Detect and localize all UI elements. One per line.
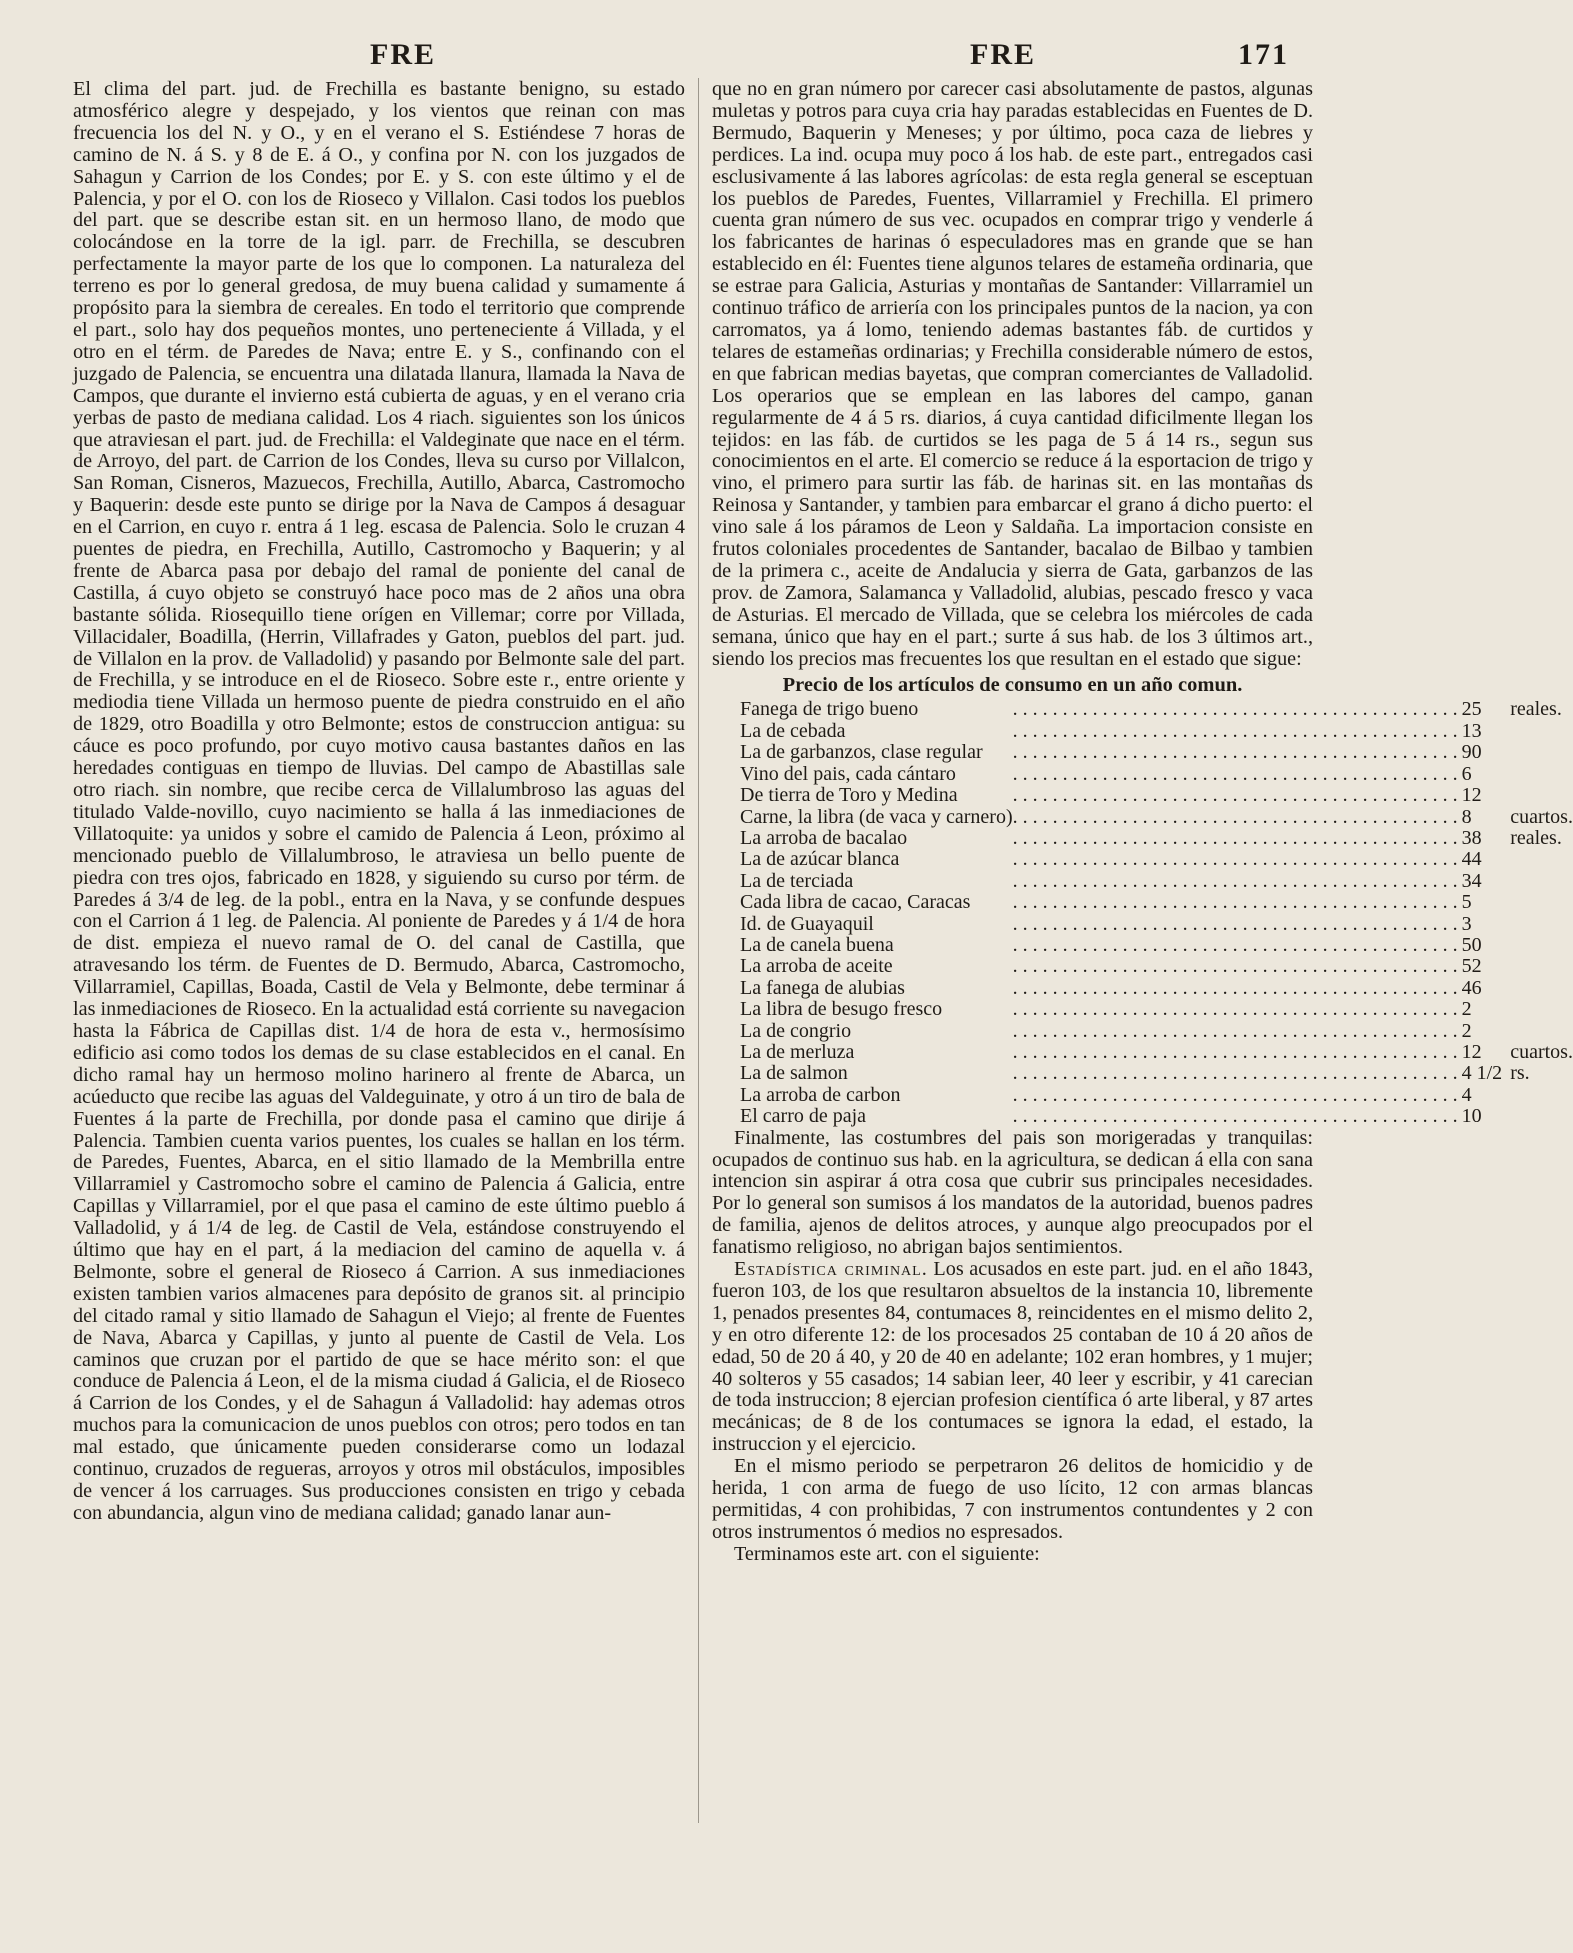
- price-item: La arroba de bacalao: [740, 826, 908, 849]
- statistics-text: Los acusados en este part. jud. en el año 1843, fueron 103, de los que resultaron absueltos de la instancia 10, libremente 1, penados presentes 84, contumaces 8, reincidentes en el mismo delito 2, y en otro diferente 12: de los procesados 25 contaban de 10 á 20 años de edad, 50 de 20 á 40, y 20 de 40 en adelante; 102 eran hombres, y 1 mujer; 40 solteros y 55 casados; 14 sabian leer, 40 leer y escribir, y 41 carecian de toda instruccion; 8 ejercian profesion científica ó arte liberal, y 87 artes mecánicas; de 8 de los contumaces se ignora la edad, el estado, la instruccion y el ejercicio.: [712, 1258, 1314, 1456]
- price-value: 10: [1461, 1105, 1482, 1128]
- price-item: La de terciada: [740, 869, 854, 892]
- leader-dots: [1013, 1063, 1458, 1084]
- price-value: 46: [1461, 976, 1482, 999]
- price-value: 5: [1461, 891, 1472, 914]
- price-value: 2: [1461, 1019, 1472, 1042]
- leader-dots: [1013, 871, 1458, 892]
- running-head-left: FRE: [370, 38, 436, 71]
- price-row: [712, 742, 1573, 763]
- price-value: 52: [1461, 955, 1482, 978]
- price-item: Fanega de trigo bueno: [740, 698, 919, 721]
- price-item: La de azúcar blanca: [740, 848, 900, 871]
- price-unit: [1502, 721, 1573, 742]
- running-head-right: FRE: [970, 38, 1036, 71]
- leader-dots: [1013, 699, 1458, 720]
- statistics-paragraph: [712, 1259, 1313, 1456]
- price-value: 3: [1461, 912, 1472, 935]
- price-row: [712, 849, 1573, 870]
- leader-dots: [1013, 1042, 1458, 1063]
- price-unit: [1502, 849, 1573, 870]
- closing-line: Terminamos este art. con el siguiente:: [734, 1542, 1040, 1565]
- price-unit: [1502, 1085, 1573, 1106]
- price-row: [712, 699, 1573, 720]
- price-row: [712, 871, 1573, 892]
- price-unit: [1502, 742, 1573, 763]
- price-item: De tierra de Toro y Medina: [740, 784, 958, 807]
- price-row: [712, 1063, 1573, 1084]
- price-row: [712, 1085, 1573, 1106]
- price-unit: [1502, 978, 1573, 999]
- left-column: [73, 79, 685, 1525]
- leader-dots: [1013, 785, 1458, 806]
- leader-dots: [1013, 956, 1458, 977]
- price-value: 44: [1461, 848, 1482, 871]
- column-divider: [698, 78, 699, 1823]
- price-item: La de merluza: [740, 1040, 855, 1063]
- price-row: [712, 978, 1573, 999]
- price-value: 38: [1461, 826, 1482, 849]
- price-row: [712, 892, 1573, 913]
- price-unit: [1502, 935, 1573, 956]
- price-value: 4 1/2: [1461, 1062, 1503, 1085]
- body-paragraph: El clima del part. jud. de Frechilla es bastante benigno, su estado atmosférico alegre y despejado, y los vientos que reinan con mas frecuencia los del N. y O., y en el verano el S. Estiéndese 7 horas de camino de N. á S. y 8 de E. á O., y confina por N. con los juzgados de Sahagun y Carrion de los Condes; por E. y S. con este último y el de Palencia, y por el O. con los de Rioseco y Villalon. Casi todos los pueblos del part. que se describe estan sit. en un hermoso llano, de modo que colocándose en la torre de la igl. parr. de Frechilla, se descubren perfectamente la mayor parte de los que lo componen. La naturaleza del terreno es por lo general gredosa, de muy buena calidad y sumamente á propósito para la siembra de cereales. En todo el territorio que comprende el part., solo hay dos pequeños montes, uno perteneciente á Villada, y el otro en el térm. de Paredes de Nava; entre E. y S., confinando con el juzgado de Palencia, se encuentra una dilatada llanura, llamada la Nava de Campos, que durante el invierno está cubierta de aguas, y en el verano cria yerbas de pasto de mediana calidad. Los 4 riach. siguientes son los únicos que atraviesan el part. jud. de Frechilla: el Valdeginate que nace en el térm. de Arroyo, del part. de Carrion de los Condes, lleva su curso por Villalcon, San Roman, Cisneros, Mazuecos, Frechilla, Autillo, Abarca, Castromocho y Baquerin: desde este punto se dirige por la Nava de Campos á desaguar en el Carrion, en cuyo r. entra á 1 leg. escasa de Palencia. Solo le cruzan 4 puentes de piedra, en Frechilla, Autillo, Castromocho y Baquerin; y al frente de Abarca pasa por debajo del ramal de poniente del canal de Castilla, á cuyo objeto se construyó hace poco mas de 2 años una obra bastante sólida. Riosequillo tiene orígen en Villemar; corre por Villada, Villacidaler, Boadilla, (Herrin, Villafrades y Gaton, pueblos del part. jud. de Villalon en la prov. de Valladolid) y pasando por Belmonte sale del part. de Frechilla, y se introduce en el de Rioseco. Sobre este r., entre oriente y mediodia tiene Villada un hermoso puente de piedra construido en el año de 1829, otro Boadilla y otro Belmonte; estos de construccion antigua: su cáuce es poco profundo, por cuyo motivo causa bastantes daños en las heredades contiguas en tiempo de lluvias. Del campo de Abastillas sale otro riach. sin nombre, que recibe cerca de Villalumbroso las aguas del titulado Valde-novillo, cuyo nacimiento se halla á las inmediaciones de Villatoquite: ya unidos y sobre el camido de Palencia á Leon, próximo al mencionado pueblo de Villalumbroso, le atraviesa un bello puente de piedra con tres ojos, fabricado en 1828, y siguiendo su curso por térm. de Paredes á 3/4 de leg. de la pobl., entra en la Nava, y se confunde despues con el Carrion á 1 leg. de Palencia. Al poniente de Paredes y á 1/4 de hora de dist. empieza el nuevo ramal de O. del canal de Castilla, que atravesando los térm. de Fuentes de D. Bermudo, Abarca, Castromocho, Villarramiel, Capillas, Boada, Castil de Vela y Belmonte, debe terminar á las inmediaciones de Rioseco. En la actualidad está corriente su navegacion hasta la Fábrica de Capillas dist. 1/4 de hora de esta v., hermosísimo edificio asi como todos los demas de su clase establecidos en el canal. En dicho ramal hay un hermoso molino harinero al frente de Abarca, un acúeducto que recibe las aguas del Valdeguinate, y otro á un tiro de bala de Fuentes á la parte de Frechilla, por donde pasa el camino que dirije á Palencia. Tambien cuenta varios puentes, los cuales se hallan en los térm. de Paredes, Fuentes, Abarca, en el sitio llamado de la Membrilla entre Villarramiel y Castromocho sobre el camino de Palencia á Galicia, entre Capillas y Villarramiel, por el que pasa el camino de este último pueblo á Valladolid, y á 1/4 de leg. de Castil de Vela, estándose construyendo el último que hay en el part, á la mediacion del camino de aquella v. á Belmonte, sobre el general de Rioseco á Carrion. A sus inmediaciones existen tambien varios almacenes para depósito de granos sit. al principio del citado ramal y sitio llamado de Sahagun el Viejo; al frente de Fuentes de Nava, Abarca y Capillas, y junto al puente de Castil de Vela. Los caminos que cruzan por el partido de que se hace mérito son: el que conduce de Palencia á Leon, el de la misma ciudad á Galicia, el de Rioseco á Carrion de los Condes, y el de Sahagun á Valladolid: hay ademas otros muchos para la comunicacion de unos pueblos con otros; pero todos en tan mal estado, que únicamente pueden considerarse como un lodazal continuo, cruzados de regueras, arroyos y otros mil obstáculos, imposibles de vencer á los carruages. Sus producciones consisten en trigo y cebada con abundancia, algun vino de mediana calidad; ganado lanar aun-: [73, 78, 685, 1524]
- leader-dots: [1013, 721, 1458, 742]
- leader-dots: [1013, 892, 1458, 913]
- leader-dots: [1013, 1021, 1458, 1042]
- price-unit: [1502, 764, 1573, 785]
- price-unit: [1502, 785, 1573, 806]
- right-column: [712, 78, 1573, 1566]
- price-item: La libra de besugo fresco: [740, 998, 943, 1021]
- price-value: 34: [1461, 869, 1482, 892]
- page-header: [0, 38, 1413, 78]
- price-item: La de congrio: [740, 1019, 852, 1042]
- leader-dots: [1013, 1085, 1458, 1106]
- price-value: 6: [1461, 762, 1472, 785]
- price-item: La arroba de aceite: [740, 955, 893, 978]
- leader-dots: [1013, 978, 1458, 999]
- price-row: [712, 1106, 1573, 1127]
- price-row: [712, 1021, 1573, 1042]
- price-item: La de garbanzos, clase regular: [740, 741, 983, 764]
- price-value: 8: [1461, 805, 1472, 828]
- price-unit: [1502, 914, 1573, 935]
- price-item: Cada libra de cacao, Caracas: [740, 891, 971, 914]
- price-value: 90: [1461, 741, 1482, 764]
- price-unit: [1502, 892, 1573, 913]
- price-unit: [1502, 1021, 1573, 1042]
- price-row: [712, 914, 1573, 935]
- price-unit: cuartos.: [1510, 805, 1573, 828]
- leader-dots: [1013, 742, 1458, 763]
- price-value: 4: [1461, 1083, 1472, 1106]
- price-unit: rs.: [1510, 1062, 1530, 1085]
- page-number: 171: [1238, 38, 1289, 71]
- price-value: 12: [1461, 1040, 1482, 1063]
- leader-dots: [1013, 828, 1458, 849]
- price-item: La fanega de alubias: [740, 976, 905, 999]
- price-unit: [1502, 871, 1573, 892]
- price-row: [712, 956, 1573, 977]
- price-unit: cuartos.: [1510, 1040, 1573, 1063]
- leader-dots: [1013, 849, 1458, 870]
- price-row: [712, 807, 1573, 828]
- customs-paragraph: Finalmente, las costumbres del pais son morigeradas y tranquilas: ocupados de continuo sus hab. en la agricultura, se dedican á ella con sana intencion sin aspirar á otra cosa que cubrir sus principales necesidades. Por lo general son sumisos á los mandatos de la autoridad, buenos padres de familia, ajenos de delitos atroces, y aunque algo preocupados por el fanatismo religioso, no abrigan bajos sentimientos.: [712, 1126, 1313, 1259]
- leader-dots: [1013, 935, 1458, 956]
- price-unit: reales.: [1510, 826, 1562, 849]
- price-value: 2: [1461, 998, 1472, 1021]
- price-value: 25: [1461, 698, 1482, 721]
- leader-dots: [1013, 807, 1458, 828]
- price-row: [712, 1042, 1573, 1063]
- price-unit: [1502, 999, 1573, 1020]
- leader-dots: [1013, 764, 1458, 785]
- price-row: [712, 721, 1573, 742]
- price-table-title: Precio de los artículos de consumo en un año comun.: [782, 674, 1243, 697]
- leader-dots: [1013, 1106, 1458, 1127]
- leader-dots: [1013, 999, 1458, 1020]
- price-value: 12: [1461, 784, 1482, 807]
- price-item: La de salmon: [740, 1062, 848, 1085]
- price-unit: [1502, 956, 1573, 977]
- price-value: 13: [1461, 719, 1482, 742]
- crimes-paragraph: En el mismo periodo se perpetraron 26 delitos de homicidio y de herida, 1 con arma de fuego de uso lícito, 12 con armas blancas permitidas, 4 con prohibidas, 7 con instrumentos contundentes y 2 con otros instrumentos ó medios no espresados.: [712, 1455, 1313, 1543]
- price-item: Carne, la libra (de vaca y carnero): [740, 805, 1013, 828]
- statistics-label: Estadística criminal.: [734, 1258, 928, 1281]
- price-value: 50: [1461, 933, 1482, 956]
- price-item: Id. de Guayaquil: [740, 912, 874, 935]
- price-row: [712, 828, 1573, 849]
- price-item: La de cebada: [740, 719, 846, 742]
- price-item: La de canela buena: [740, 933, 894, 956]
- leader-dots: [1013, 914, 1458, 935]
- price-unit: reales.: [1510, 698, 1562, 721]
- price-row: [712, 999, 1573, 1020]
- price-row: [712, 785, 1573, 806]
- price-item: El carro de paja: [740, 1105, 867, 1128]
- body-paragraph-continued: que no en gran número por carecer casi absolutamente de pastos, algunas muletas y potros para cuya cria hay paradas establecidas en Fuentes de D. Bermudo, Baquerin y Meneses; y por último, poca caza de liebres y perdices. La ind. ocupa muy poco á los hab. de este part., entregados casi esclusivamente á las labores agrícolas: de esta regla general se esceptuan los pueblos de Paredes, Fuentes, Villarramiel y Frechilla. El primero cuenta gran número de sus vec. ocupados en comprar trigo y venderle á los fabricantes de harinas ó especuladores mas en grande que se han establecido en él: Fuentes tiene algunos telares de estameña ordinaria, que se estrae para Galicia, Asturias y montañas de Santander: Villarramiel un continuo tráfico de arriería con los principales puntos de la nacion, ya con carromatos, ya á lomo, teniendo ademas bastantes fáb. de curtidos y telares de estameñas ordinarias; y Frechilla considerable número de estos, en que fabrican medias bayetas, que compran comerciantes de Valladolid. Los operarios que se emplean en las labores del campo, ganan regularmente de 4 á 5 rs. diarios, á cuya cantidad dificilmente llegan los tejidos: en las fáb. de curtidos se les paga de 5 á 14 rs., segun sus conocimientos en el arte. El comercio se reduce á la esportacion de trigo y vino, el primero para surtir las fáb. de harinas sit. en las montañas ds Reinosa y Santander, y tambien para embarcar el grano á dicho puerto: el vino sale á los páramos de Leon y Saldaña. La importacion consiste en frutos coloniales procedentes de Santander, bacalao de Bilbao y tambien de la primera c., aceite de Andalucia y sierra de Gata, garbanzos de las prov. de Zamora, Salamanca y Valladolid, alubias, pescado fresco y vaca de Asturias. El mercado de Villada, que se celebra los miércoles de cada semana, único que hay en el part.; surte á sus hab. de los 3 últimos art., siendo los precios mas frecuentes los que resultan en el estado que sigue:: [712, 78, 1313, 670]
- price-row: [712, 764, 1573, 785]
- price-unit: [1502, 1106, 1573, 1127]
- price-row: [712, 935, 1573, 956]
- price-table: [712, 699, 1573, 1127]
- price-item: Vino del pais, cada cántaro: [740, 762, 956, 785]
- price-item: La arroba de carbon: [740, 1083, 901, 1106]
